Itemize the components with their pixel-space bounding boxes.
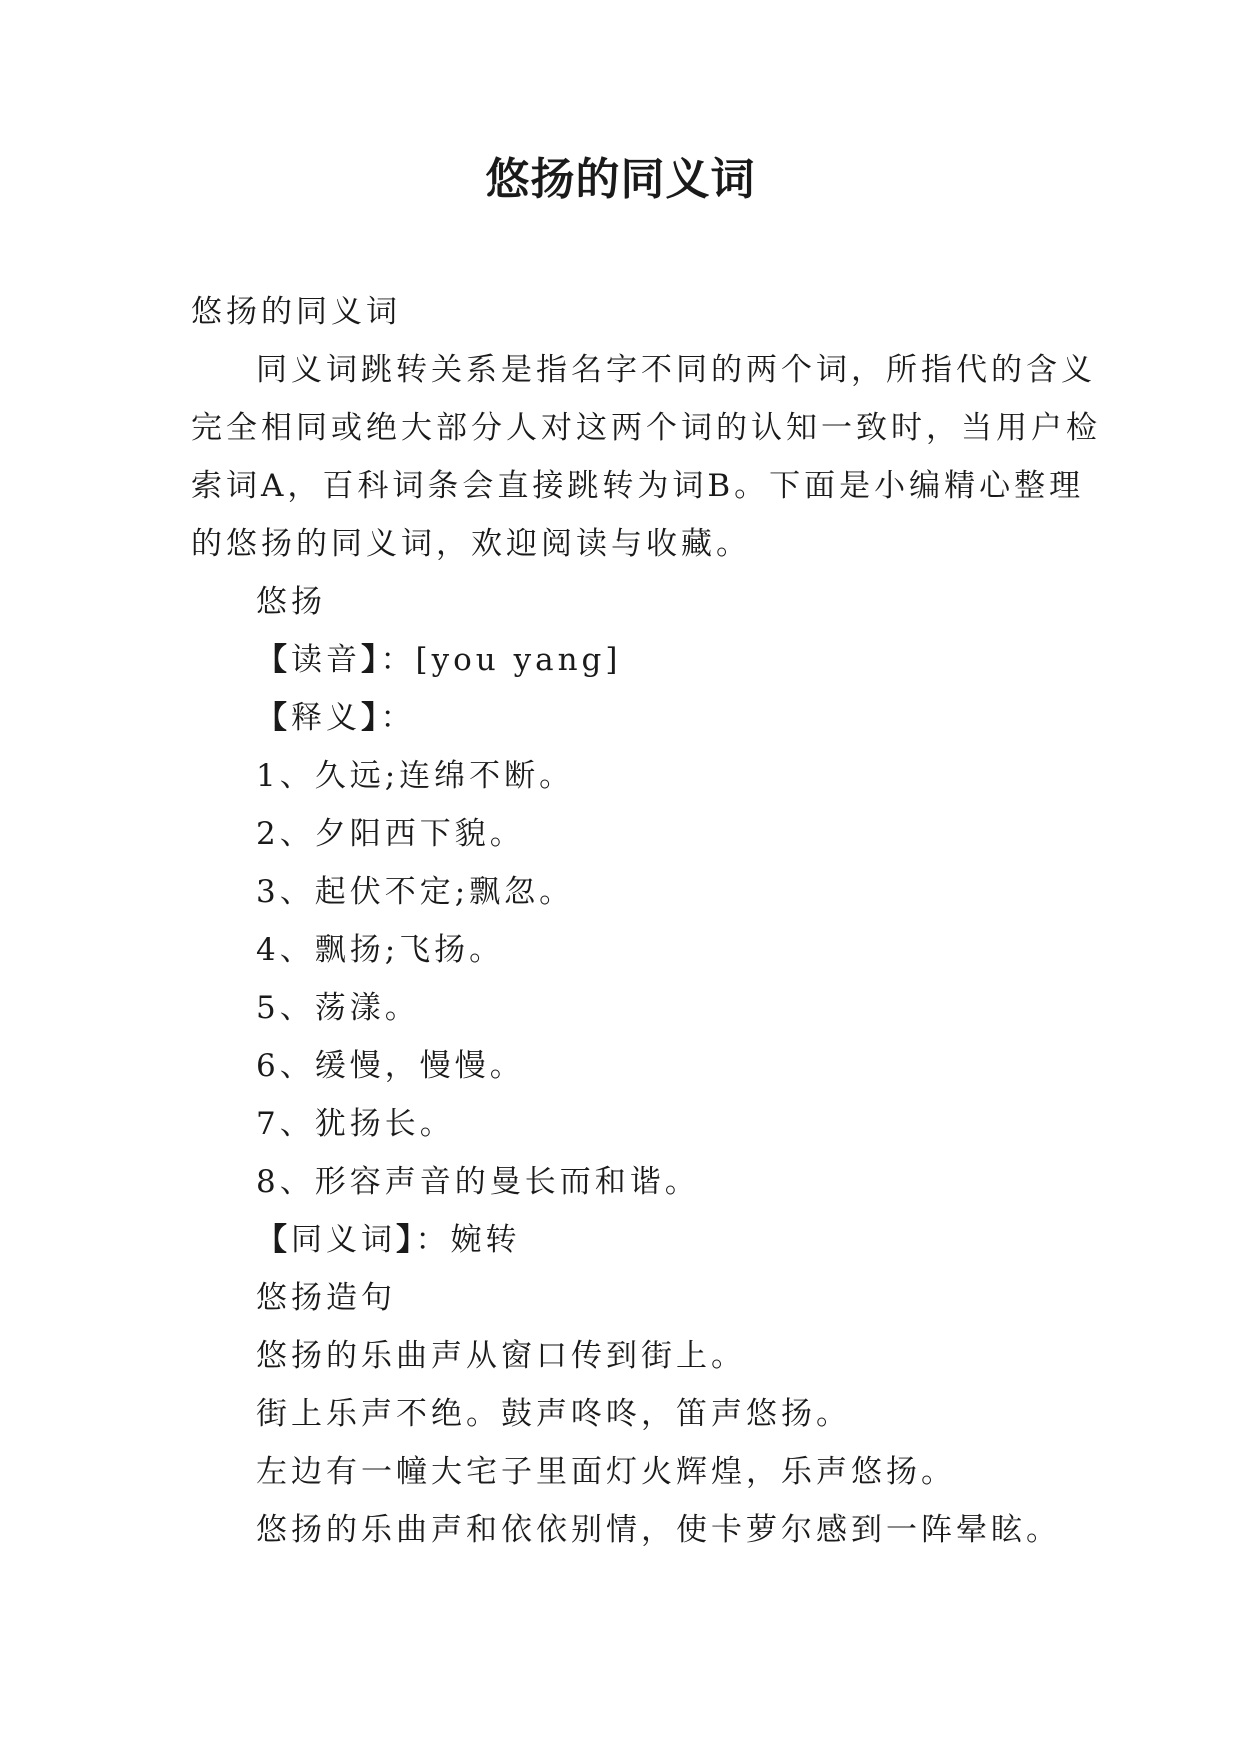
intro-line: 索词A，百科词条会直接跳转为词B。下面是小编精心整理 [191,468,1085,504]
pronunciation-label: 读音 [291,642,361,678]
definition-suffix: ： [380,700,416,736]
example-sentence: 悠扬的乐曲声和依依别情，使卡萝尔感到一阵晕眩。 [256,1512,1061,1548]
bracket-close: 】 [361,700,381,736]
bracket-open: 【 [256,642,291,678]
synonym-line [191,1211,1051,1269]
pronunciation-value: ：[you yang] [380,642,622,678]
definition-item: 2、夕阳西下貌。 [256,816,525,852]
subtitle: 悠扬的同义词 [191,294,401,330]
definition-header [191,689,1051,747]
definition-item: 1、久远;连绵不断。 [256,758,575,794]
example-sentence: 悠扬的乐曲声从窗口传到街上。 [256,1338,746,1374]
intro-line: 同义词跳转关系是指名字不同的两个词，所指代的含义 [256,352,1096,388]
word-heading: 悠扬 [256,584,326,620]
example-sentence: 左边有一幢大宅子里面灯火辉煌，乐声悠扬。 [256,1454,956,1490]
pronunciation-line [191,631,1051,689]
definition-label: 释义 [291,700,361,736]
bracket-open: 【 [256,1222,291,1258]
definition-item: 4、飘扬;飞扬。 [256,932,505,968]
bracket-open: 【 [256,700,291,736]
definition-item: 7、犹扬长。 [256,1106,455,1142]
intro-line: 的悠扬的同义词，欢迎阅读与收藏。 [191,526,751,562]
definition-item: 8、形容声音的曼长而和谐。 [256,1164,700,1200]
synonym-value: ：婉转 [415,1222,521,1258]
document-title: 悠扬的同义词 [485,154,756,205]
synonym-label: 同义词 [291,1222,396,1258]
definition-item: 5、荡漾。 [256,990,420,1026]
bracket-close: 】 [396,1222,416,1258]
definition-item: 3、起伏不定;飘忽。 [256,874,575,910]
document-body [191,283,1101,1559]
definition-item: 6、缓慢，慢慢。 [256,1048,525,1084]
sentence-header: 悠扬造句 [256,1280,396,1316]
intro-line: 完全相同或绝大部分人对这两个词的认知一致时，当用户检 [191,410,1101,446]
bracket-close: 】 [361,642,381,678]
example-sentence: 街上乐声不绝。鼓声咚咚，笛声悠扬。 [256,1396,851,1432]
